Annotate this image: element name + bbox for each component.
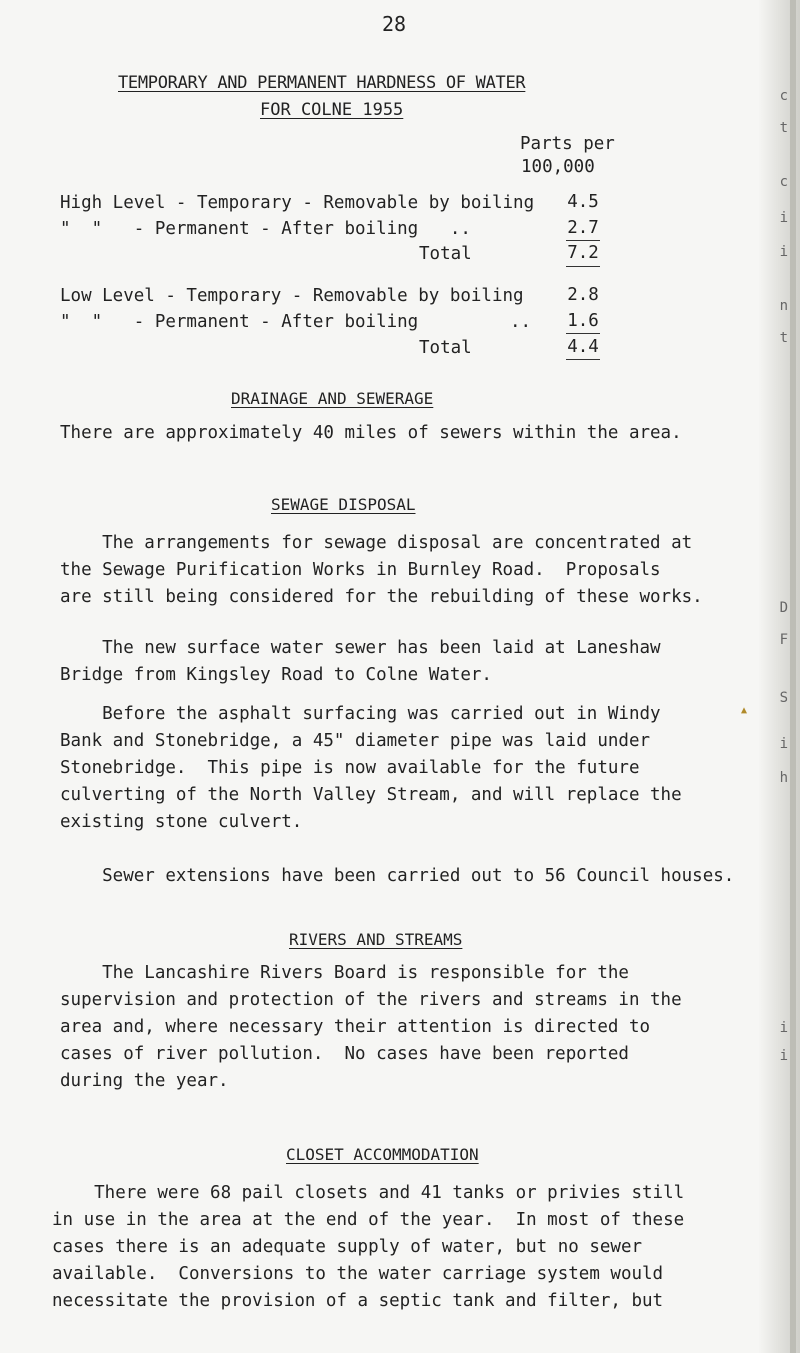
low-level-permanent-dots: .. <box>510 312 532 332</box>
margin-fragment: i <box>779 244 788 260</box>
margin-fragment: i <box>779 210 788 226</box>
high-level-permanent-label: " " - Permanent - After boiling .. <box>60 219 471 239</box>
hardness-subtitle: FOR COLNE 1955 <box>260 100 404 120</box>
page-number: 28 <box>382 12 407 36</box>
low-level-total-value: 4.4 <box>567 337 599 357</box>
low-level-permanent-value: 1.6 <box>567 311 599 331</box>
ink-mark: ▲ <box>741 705 748 716</box>
closet-paragraph: There were 68 pail closets and 41 tanks or privies still in use in the area at the end of the year. In most of these cases there is an adequate supply of water, but no sewer available. Conversions to the water carriage system would necessitate the provision of a septic tank and filter, but <box>52 1183 685 1311</box>
margin-fragment: t <box>779 120 788 136</box>
unit-header-value: 100,000 <box>521 157 595 177</box>
low-level-temporary-value: 2.8 <box>567 285 599 305</box>
high-level-total-value: 7.2 <box>567 243 599 263</box>
closet-heading: CLOSET ACCOMMODATION <box>286 1145 479 1164</box>
margin-fragment: c <box>779 88 788 104</box>
margin-fragment: t <box>779 330 788 346</box>
total-rule <box>566 266 600 267</box>
margin-fragment: S <box>779 690 788 706</box>
low-level-total-label: Total <box>419 338 472 358</box>
margin-fragment: h <box>779 770 788 786</box>
unit-header: Parts per <box>520 134 615 154</box>
margin-fragment: F <box>779 632 788 648</box>
subtotal-rule <box>566 333 600 334</box>
drainage-text: There are approximately 40 miles of sewers within the area. <box>60 423 682 443</box>
sewage-paragraph-2: The new surface water sewer has been laid at Laneshaw Bridge from Kingsley Road to Colne Water. <box>60 638 661 685</box>
hardness-title: TEMPORARY AND PERMANENT HARDNESS OF WATER <box>118 73 526 93</box>
sewage-paragraph-4: Sewer extensions have been carried out to 56 Council houses. <box>60 866 735 886</box>
binding-shadow <box>790 0 796 1353</box>
subtotal-rule <box>566 240 600 241</box>
high-level-temporary-label: High Level - Temporary - Removable by boiling <box>60 193 535 213</box>
sewage-paragraph-3: Before the asphalt surfacing was carried out in Windy Bank and Stonebridge, a 45" diameter pipe was laid under Stonebridge. This pipe is now available for the future culverting of the North Valley Stream, and will replace the existing stone culvert. <box>60 704 682 832</box>
drainage-heading: DRAINAGE AND SEWERAGE <box>231 389 434 408</box>
rivers-paragraph: The Lancashire Rivers Board is responsible for the supervision and protection of the rivers and streams in the area and, where necessary their attention is directed to cases of river pollution. No cases have been reported during the year. <box>60 963 682 1091</box>
sewage-heading: SEWAGE DISPOSAL <box>271 495 416 514</box>
high-level-total-label: Total <box>419 244 472 264</box>
margin-fragment: c <box>779 174 788 190</box>
margin-fragment: D <box>779 600 788 616</box>
high-level-permanent-value: 2.7 <box>567 218 599 238</box>
low-level-temporary-label: Low Level - Temporary - Removable by boiling <box>60 286 524 306</box>
margin-fragment: n <box>779 298 788 314</box>
margin-fragment: i <box>779 1048 788 1064</box>
total-rule <box>566 359 600 360</box>
sewage-paragraph-1: The arrangements for sewage disposal are concentrated at the Sewage Purification Works in Burnley Road. Proposals are still being considered for the rebuilding of these works. <box>60 533 703 607</box>
margin-fragment: i <box>779 1020 788 1036</box>
margin-fragment: i <box>779 736 788 752</box>
rivers-heading: RIVERS AND STREAMS <box>289 930 463 949</box>
high-level-temporary-value: 4.5 <box>567 192 599 212</box>
low-level-permanent-label: " " - Permanent - After boiling <box>60 312 419 332</box>
